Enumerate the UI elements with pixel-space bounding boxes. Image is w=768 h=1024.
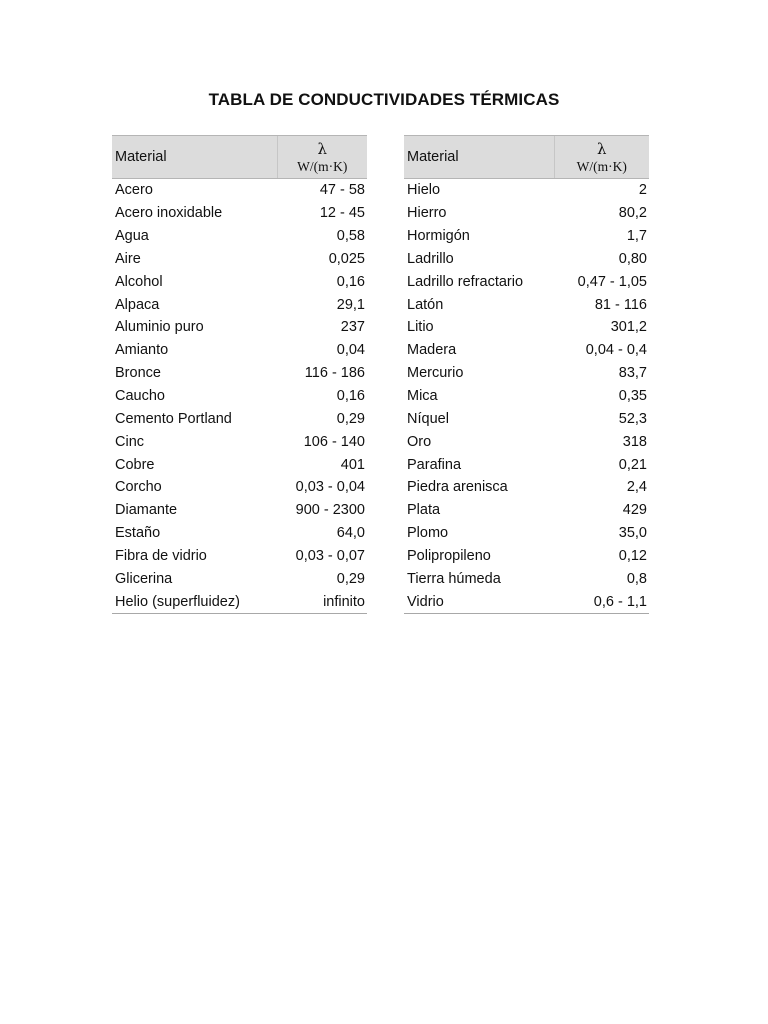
conductivity-value: 47 - 58: [319, 182, 365, 199]
material-name: Tierra húmeda: [407, 570, 501, 587]
table-row: [404, 385, 649, 408]
table-body-right: [404, 179, 649, 614]
conductivity-table-right: [404, 135, 649, 614]
material-name: Corcho: [115, 479, 162, 496]
conductivity-value: 900 - 2300: [295, 502, 365, 519]
conductivity-value: 0,21: [618, 456, 647, 473]
table-row: [404, 248, 649, 271]
material-name: Estaño: [115, 525, 161, 542]
conductivity-value: 0,16: [336, 388, 365, 405]
conductivity-value: infinito: [323, 593, 365, 610]
table-row: [404, 522, 649, 545]
table-row: [404, 407, 649, 430]
conductivity-value: 0,12: [618, 547, 647, 564]
conductivity-value: 0,58: [336, 228, 365, 245]
conductivity-value: 83,7: [618, 365, 647, 382]
table-row: [404, 499, 649, 522]
material-name: Latón: [407, 296, 444, 313]
table-row: [404, 430, 649, 453]
material-name: Acero inoxidable: [115, 205, 223, 222]
material-name: Polipropileno: [407, 547, 491, 564]
conductivity-value: 0,025: [328, 250, 365, 267]
lambda-symbol: λ: [317, 139, 327, 158]
conductivity-value: 52,3: [618, 410, 647, 427]
page-title: TABLA DE CONDUCTIVIDADES TÉRMICAS: [208, 90, 560, 109]
table-body-left: [112, 179, 367, 614]
conductivity-value: 29,1: [336, 296, 365, 313]
table-row: [112, 225, 367, 248]
table-row: [112, 590, 367, 613]
table-header-row: [112, 136, 367, 179]
conductivity-value: 0,29: [336, 410, 365, 427]
conductivity-value: 81 - 116: [594, 296, 647, 313]
conductivity-value: 12 - 45: [319, 205, 365, 222]
header-conductivity: [277, 136, 367, 179]
table-row: [404, 362, 649, 385]
conductivity-value: 0,03 - 0,07: [295, 547, 365, 564]
material-name: Helio (superfluidez): [115, 593, 240, 610]
table-row: [112, 179, 367, 202]
material-name: Acero: [115, 182, 153, 199]
table-header-row: [404, 136, 649, 179]
conductivity-value: 0,16: [336, 273, 365, 290]
table-row: [404, 545, 649, 568]
table-row: [112, 316, 367, 339]
conductivity-value: 0,29: [336, 570, 365, 587]
table-row: [404, 476, 649, 499]
material-name: Litio: [407, 319, 434, 336]
table-row: [112, 385, 367, 408]
material-name: Glicerina: [115, 570, 173, 587]
material-name: Cemento Portland: [115, 410, 232, 427]
table-row: [112, 545, 367, 568]
table-row: [404, 453, 649, 476]
conductivity-value: 0,04 - 0,4: [585, 342, 647, 359]
material-name: Aluminio puro: [115, 319, 204, 336]
table-row: [112, 293, 367, 316]
material-name: Níquel: [407, 410, 449, 427]
table-row: [112, 453, 367, 476]
table-row: [112, 407, 367, 430]
table-row: [112, 476, 367, 499]
material-name: Ladrillo: [407, 250, 454, 267]
conductivity-value: 35,0: [618, 525, 647, 542]
unit-label: W/(m·K): [297, 158, 348, 174]
material-name: Hielo: [407, 182, 441, 199]
conductivity-value: 2: [638, 182, 647, 199]
material-name: Ladrillo refractario: [407, 273, 524, 290]
table-row: [112, 522, 367, 545]
conductivity-value: 0,04: [336, 342, 365, 359]
material-name: Piedra arenisca: [407, 479, 508, 496]
material-name: Hormigón: [407, 228, 470, 245]
header-conductivity: [554, 136, 649, 179]
header-material: Material: [112, 136, 277, 179]
conductivity-value: 0,8: [626, 570, 647, 587]
table-row: [112, 339, 367, 362]
material-name: Mercurio: [407, 365, 464, 382]
table-row: [404, 339, 649, 362]
material-name: Amianto: [115, 342, 169, 359]
conductivity-value: 116 - 186: [304, 365, 365, 382]
conductivity-value: 429: [622, 502, 647, 519]
conductivity-value: 0,47 - 1,05: [577, 273, 647, 290]
table-row: [112, 270, 367, 293]
table-row: [112, 202, 367, 225]
table-row: [404, 225, 649, 248]
conductivity-value: 2,4: [626, 479, 647, 496]
table-row: [404, 293, 649, 316]
table-row: [112, 362, 367, 385]
lambda-symbol: λ: [596, 139, 607, 158]
table-row: [404, 567, 649, 590]
conductivity-value: 1,7: [626, 228, 647, 245]
table-row: [112, 499, 367, 522]
material-name: Alcohol: [115, 273, 163, 290]
conductivity-value: 401: [340, 456, 365, 473]
material-name: Plomo: [407, 525, 449, 542]
conductivity-value: 0,03 - 0,04: [295, 479, 365, 496]
material-name: Agua: [115, 228, 149, 245]
material-name: Parafina: [407, 456, 462, 473]
table-row: [404, 179, 649, 202]
conductivity-table-left: [112, 135, 367, 614]
table-row: [112, 248, 367, 271]
material-name: Vidrio: [407, 593, 444, 610]
conductivity-value: 0,35: [618, 388, 647, 405]
table-row: [404, 316, 649, 339]
material-name: Diamante: [115, 502, 178, 519]
material-name: Madera: [407, 342, 457, 359]
header-material: Material: [404, 136, 554, 179]
material-name: Cinc: [115, 433, 145, 450]
conductivity-value: 318: [622, 433, 647, 450]
conductivity-value: 237: [340, 319, 365, 336]
conductivity-value: 0,6 - 1,1: [593, 593, 647, 610]
material-name: Alpaca: [115, 296, 160, 313]
conductivity-value: 80,2: [618, 205, 647, 222]
material-name: Oro: [407, 433, 432, 450]
unit-label: W/(m·K): [576, 158, 627, 174]
conductivity-value: 64,0: [336, 525, 365, 542]
material-name: Fibra de vidrio: [115, 547, 207, 564]
conductivity-value: 301,2: [610, 319, 647, 336]
material-name: Caucho: [115, 388, 165, 405]
material-name: Bronce: [115, 365, 161, 382]
table-row: [112, 567, 367, 590]
material-name: Cobre: [115, 456, 155, 473]
table-row: [404, 270, 649, 293]
conductivity-value: 0,80: [618, 250, 647, 267]
material-name: Mica: [407, 388, 438, 405]
table-row: [404, 202, 649, 225]
material-name: Plata: [407, 502, 441, 519]
conductivity-value: 106 - 140: [303, 433, 365, 450]
table-row: [112, 430, 367, 453]
material-name: Hierro: [407, 205, 447, 222]
material-name: Aire: [115, 250, 141, 267]
table-row: [404, 590, 649, 613]
